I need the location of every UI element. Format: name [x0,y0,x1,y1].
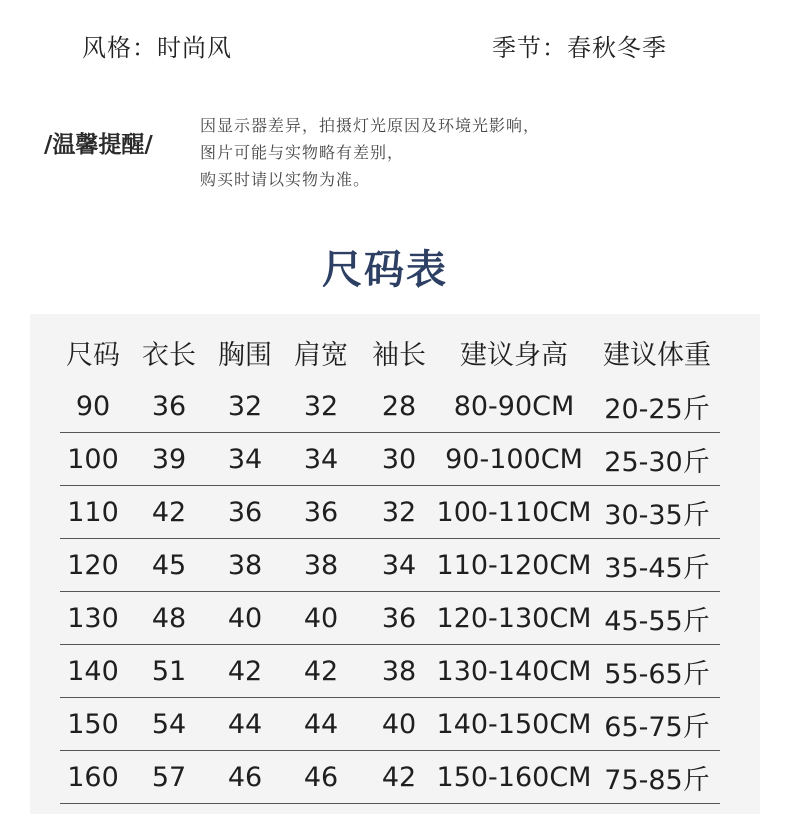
table-cell: 42 [364,751,434,804]
table-cell: 54 [126,698,212,751]
table-cell: 34 [278,433,364,486]
table-cell: 40 [364,698,434,751]
table-cell: 40 [212,592,278,645]
attribute-style-value: 时尚风 [157,34,232,62]
table-cell: 130 [60,592,126,645]
attribute-season [492,28,667,63]
table-row [60,433,720,486]
size-table-header-row [60,325,720,380]
table-cell: 28 [364,380,434,433]
table-cell: 44 [278,698,364,751]
column-header: 衣长 [142,340,196,371]
column-header: 袖长 [372,340,426,371]
table-cell: 38 [364,645,434,698]
table-row [60,380,720,433]
table-cell: 45-55斤 [594,592,720,645]
table-cell: 42 [126,486,212,539]
table-cell: 38 [212,539,278,592]
table-cell: 46 [212,751,278,804]
table-cell: 55-65斤 [594,645,720,698]
table-cell: 45 [126,539,212,592]
table-cell: 160 [60,751,126,804]
column-header: 建议身高 [460,340,568,371]
table-cell: 65-75斤 [594,698,720,751]
table-cell: 120-130CM [434,592,594,645]
size-chart-title: 尺码表 [322,247,448,293]
table-row [60,592,720,645]
table-cell: 36 [126,380,212,433]
table-cell: 30 [364,433,434,486]
table-cell: 40 [278,592,364,645]
table-cell: 90 [60,380,126,433]
table-cell: 46 [278,751,364,804]
notice-text [200,112,540,193]
column-header: 尺码 [66,340,120,371]
table-cell: 51 [126,645,212,698]
table-cell: 30-35斤 [594,486,720,539]
table-cell: 140-150CM [434,698,594,751]
attribute-style [82,28,232,63]
table-cell: 44 [212,698,278,751]
notice-line: 因显示器差异，拍摄灯光原因及环境光影响， [200,116,541,135]
table-cell: 150 [60,698,126,751]
table-cell: 35-45斤 [594,539,720,592]
attribute-season-value: 春秋冬季 [567,34,667,62]
table-cell: 34 [364,539,434,592]
table-row [60,698,720,751]
table-cell: 100-110CM [434,486,594,539]
attribute-season-label: 季节 ： [492,34,567,62]
notice-title: /温馨提醒/ [44,132,153,158]
attribute-style-label: 风格 ： [82,34,157,62]
table-cell: 57 [126,751,212,804]
table-cell: 42 [212,645,278,698]
table-cell: 36 [278,486,364,539]
table-cell: 36 [364,592,434,645]
table-row [60,539,720,592]
table-row [60,645,720,698]
table-cell: 110 [60,486,126,539]
table-cell: 32 [278,380,364,433]
table-cell: 34 [212,433,278,486]
notice-line: 购买时请以实物为准。 [200,170,371,189]
table-cell: 32 [364,486,434,539]
table-cell: 120 [60,539,126,592]
column-header: 建议体重 [603,340,711,371]
table-cell: 25-30斤 [594,433,720,486]
table-cell: 42 [278,645,364,698]
table-cell: 100 [60,433,126,486]
table-row [60,751,720,804]
column-header: 胸围 [218,340,272,371]
table-cell: 110-120CM [434,539,594,592]
table-cell: 150-160CM [434,751,594,804]
table-cell: 90-100CM [434,433,594,486]
table-row [60,486,720,539]
table-cell: 140 [60,645,126,698]
table-cell: 48 [126,592,212,645]
table-cell: 32 [212,380,278,433]
table-cell: 130-140CM [434,645,594,698]
notice-line: 图片可能与实物略有差别， [200,143,405,162]
column-header: 肩宽 [294,340,348,371]
size-table [60,325,720,804]
table-cell: 38 [278,539,364,592]
table-cell: 75-85斤 [594,751,720,804]
table-cell: 20-25斤 [594,380,720,433]
table-cell: 39 [126,433,212,486]
table-cell: 80-90CM [434,380,594,433]
table-cell: 36 [212,486,278,539]
